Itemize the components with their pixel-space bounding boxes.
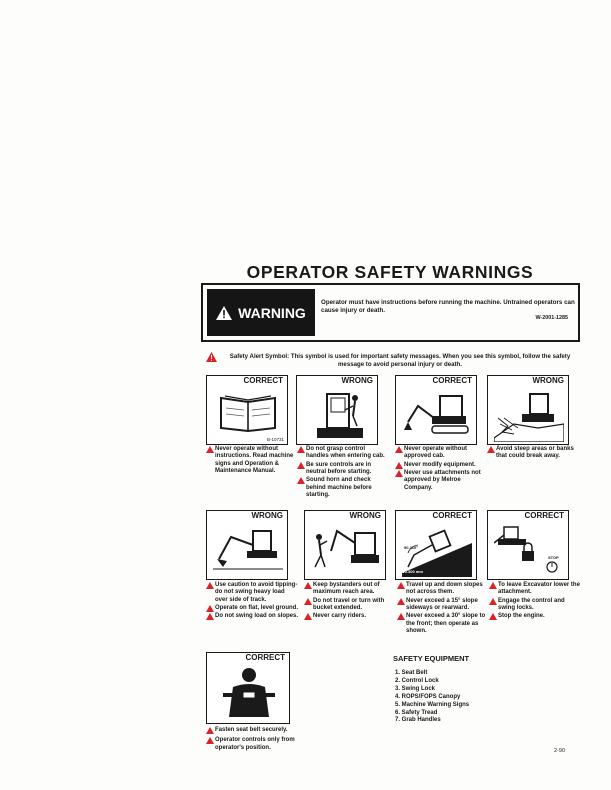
alert-triangle-icon (489, 582, 497, 589)
warning-note: Do not swing load on slopes. (206, 613, 298, 620)
seat-belt-operator-icon (213, 665, 285, 721)
panel-bystanders (304, 510, 386, 580)
warning-note: To leave Excavator lower the attachment. (489, 582, 581, 597)
stop-label: STOP (548, 555, 559, 560)
alert-triangle-icon (297, 446, 305, 453)
alert-triangle-icon (304, 598, 312, 605)
warning-note: Do not grasp control handles when entering cab. (297, 446, 389, 461)
warning-note: Operate on flat, level ground. (206, 605, 298, 612)
panel-notes-9 (206, 727, 302, 753)
warning-note: Never exceed a 30° slope to the front; then operate as shown. (397, 613, 487, 635)
panel-notes-3 (395, 446, 483, 493)
alert-triangle-icon (397, 582, 405, 589)
warning-note: Stop the engine. (489, 613, 581, 620)
manual-book-icon (213, 388, 283, 432)
panel-approved-cab (395, 375, 477, 445)
lock-and-stop-icon (494, 523, 564, 577)
excavator-bank-collapse-icon (494, 388, 564, 442)
safety-alert-text: Safety Alert Symbol: This symbol is used for important safety messages. When you see this symbol, follow the safety message to avoid personal injury or death. (229, 353, 571, 369)
warning-note: Avoid steep areas or banks that could break away. (487, 446, 579, 461)
panel-label: WRONG (341, 376, 373, 385)
alert-triangle-icon (297, 477, 305, 484)
panel-notes-8 (489, 582, 581, 622)
alert-triangle-icon (304, 613, 312, 620)
alert-triangle-icon (297, 462, 305, 469)
excavator-tipping-icon (213, 523, 283, 577)
panel-tipping (206, 510, 288, 580)
warning-note: Do not travel or turn with bucket extended. (304, 598, 394, 613)
warning-note: Never modify equipment. (395, 462, 483, 469)
alert-triangle-icon (397, 598, 405, 605)
warning-note: Travel up and down slopes not across them. (397, 582, 487, 597)
operator-entering-cab-icon (303, 388, 373, 442)
alert-triangle-icon (395, 470, 403, 477)
alert-triangle-icon (206, 352, 217, 362)
alert-triangle-icon (206, 582, 214, 589)
warning-note: Fasten seat belt securely. (206, 727, 302, 734)
panel-read-manual (206, 375, 288, 445)
excavator-bystander-icon (311, 523, 381, 577)
panel-label: CORRECT (243, 376, 283, 385)
list-item: 3. Swing Lock (395, 685, 436, 692)
panel-label: WRONG (251, 511, 283, 520)
alert-triangle-icon (489, 598, 497, 605)
panel-label: CORRECT (245, 653, 285, 662)
warning-banner (201, 283, 580, 342)
angle-label: 90-110° (404, 545, 418, 550)
list-item: 7. Grab Handles (395, 717, 441, 724)
panel-label: WRONG (349, 511, 381, 520)
warning-text: Operator must have instructions before running the machine. Untrained operators can cause injury or death. (321, 299, 575, 315)
warning-note: Never exceed a 15° slope sideways or rearward. (397, 598, 487, 613)
panel-notes-5 (206, 582, 298, 622)
alert-triangle-icon (206, 605, 214, 612)
panel-leaving-excavator (487, 510, 569, 580)
list-item: 2. Control Lock (395, 677, 439, 684)
alert-triangle-icon (489, 613, 497, 620)
warning-note: Never operate without instructions. Read machine signs and Operation & Maintenance Manual. (206, 446, 296, 475)
warning-note: Never use attachments not approved by Melroe Company. (395, 470, 483, 492)
alert-triangle-icon (206, 737, 214, 744)
excavator-with-cab-icon (402, 388, 472, 442)
warning-note: Engage the control and swing locks. (489, 598, 581, 613)
safety-equipment-title: SAFETY EQUIPMENT (393, 654, 470, 663)
alert-triangle-icon (206, 727, 214, 734)
warning-triangle-icon (216, 306, 232, 320)
warning-code: W-2001-1285 (535, 315, 568, 321)
panel-notes-7 (397, 582, 487, 636)
list-item: 5. Machine Warning Signs (395, 701, 470, 708)
panel-label: WRONG (532, 376, 564, 385)
warning-note: Never carry riders. (304, 613, 394, 620)
alert-triangle-icon (395, 462, 403, 469)
panel-grab-handles-wrong (296, 375, 378, 445)
panel-slopes (395, 510, 477, 580)
alert-triangle-icon (397, 613, 405, 620)
list-item: 6. Safety Tread (395, 709, 438, 716)
warning-note: Be sure controls are in neutral before starting. (297, 462, 389, 477)
list-item: 4. ROPS/FOPS Canopy (395, 693, 461, 700)
warning-note: Sound horn and check behind machine before starting. (297, 477, 389, 499)
alert-triangle-icon (395, 446, 403, 453)
panel-label: CORRECT (432, 376, 472, 385)
warning-badge (207, 289, 315, 336)
page-title: OPERATOR SAFETY WARNINGS (246, 262, 534, 282)
warning-note: Keep bystanders out of maximum reach area. (304, 582, 394, 597)
panel-notes-6 (304, 582, 394, 622)
alert-triangle-icon (206, 613, 214, 620)
alert-triangle-icon (487, 446, 495, 453)
panel-steep-banks (487, 375, 569, 445)
panel-code: B-10731 (266, 437, 284, 442)
panel-notes-4 (487, 446, 579, 462)
warning-note: Operator controls only from operator's position. (206, 737, 302, 752)
panel-label: CORRECT (524, 511, 564, 520)
distance-label: 300-300 mm (400, 569, 423, 574)
panel-notes-2 (297, 446, 389, 500)
panel-notes-1 (206, 446, 296, 476)
panel-label: CORRECT (432, 511, 472, 520)
warning-note: Use caution to avoid tipping-do not swing heavy load over side of track. (206, 582, 298, 604)
alert-triangle-icon (206, 446, 214, 453)
list-item: 1. Seat Belt (395, 670, 428, 676)
safety-equipment-list (395, 670, 469, 725)
warning-note: Never operate without approved cab. (395, 446, 483, 461)
alert-triangle-icon (304, 582, 312, 589)
page-number: 2-90 (554, 748, 566, 754)
warning-badge-label: WARNING (238, 304, 306, 321)
panel-seat-belt (206, 652, 290, 724)
